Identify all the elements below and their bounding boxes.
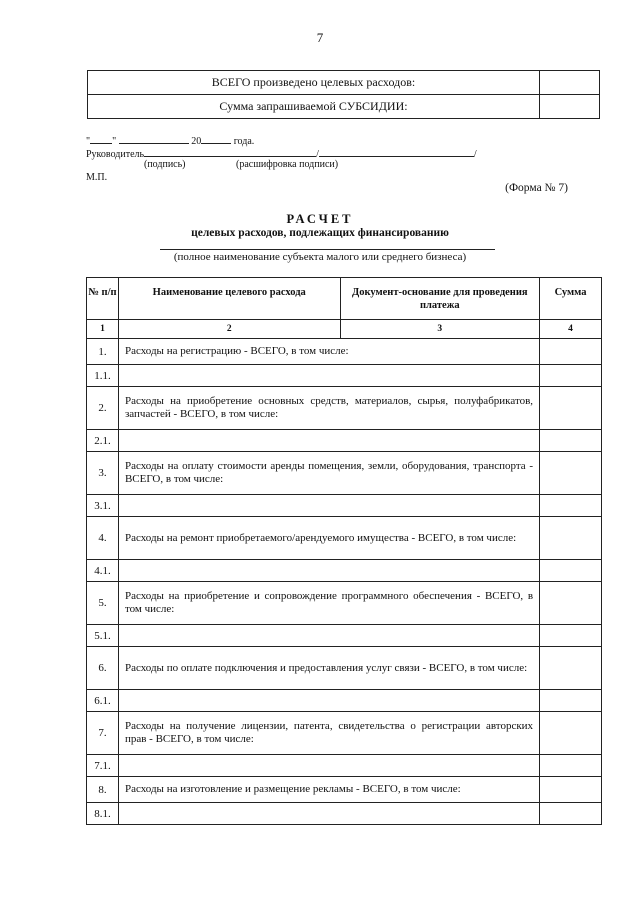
table-row [87,365,602,387]
expense-table [86,277,602,825]
summary-value-subsidy [540,95,600,119]
index-cell-2: 2 [118,320,340,339]
table-header-row [87,278,602,320]
head-signature-blank [144,146,316,157]
table-row [87,430,602,452]
table-body [87,339,602,825]
table-row [87,712,602,755]
table-row [87,625,602,647]
row-amount-cell [540,387,602,430]
page-number: 7 [316,30,324,45]
table-row [87,517,602,560]
summary-label-total: ВСЕГО произведено целевых расходов: [88,71,540,95]
row-expense-text: Расходы на регистрацию - ВСЕГО, в том числе: [118,339,539,365]
date-year-blank [201,133,231,144]
date-day-blank [90,133,112,144]
summary-row-subsidy [88,95,600,119]
summary-row-total [88,71,600,95]
index-cell-1: 1 [87,320,119,339]
table-row [87,690,602,712]
row-amount-cell [540,365,602,387]
table-row [87,339,602,365]
row-expense-text [118,430,539,452]
row-number: 4. [87,517,119,560]
row-amount-cell [540,625,602,647]
table-index-row [87,320,602,339]
row-amount-cell [540,430,602,452]
row-amount-cell [540,582,602,625]
table-row [87,387,602,430]
row-expense-text [118,560,539,582]
header-expense-name: Наименование целевого расхода [118,278,340,320]
row-amount-cell [540,712,602,755]
row-expense-text: Расходы на получение лицензии, патента, свидетельства о регистрации авторских прав - ВСЕГО, в том числе: [118,712,539,755]
row-number: 2.1. [87,430,119,452]
head-label: Руководитель [86,149,145,160]
row-number: 8.1. [87,803,119,825]
row-expense-text [118,803,539,825]
form-number: (Форма № 7) [505,182,568,194]
row-number: 3.1. [87,495,119,517]
row-expense-text: Расходы на приобретение основных средств, материалов, сырья, полуфабрикатов, запчастей - ВСЕГО, в том числе: [118,387,539,430]
table-row [87,560,602,582]
row-expense-text [118,365,539,387]
entity-name-line [160,249,495,250]
entity-name-caption: (полное наименование субъекта малого или среднего бизнеса) [173,251,467,263]
stamp-label: М.П. [86,172,108,183]
row-number: 1.1. [87,365,119,387]
row-expense-text: Расходы на ремонт приобретаемого/арендуемого имущества - ВСЕГО, в том числе: [118,517,539,560]
table-row [87,647,602,690]
row-number: 1. [87,339,119,365]
date-month-blank [119,133,189,144]
row-expense-text [118,690,539,712]
index-cell-3: 3 [340,320,540,339]
table-row [87,495,602,517]
table-row [87,452,602,495]
row-number: 4.1. [87,560,119,582]
document-subtitle: целевых расходов, подлежащих финансированию [191,227,449,239]
row-expense-text [118,495,539,517]
row-expense-text [118,755,539,777]
row-amount-cell [540,495,602,517]
head-slash-2: / [473,149,477,160]
header-amount: Сумма [540,278,602,320]
summary-label-subsidy: Сумма запрашиваемой СУБСИДИИ: [88,95,540,119]
row-number: 5.1. [87,625,119,647]
summary-table [87,70,600,119]
row-amount-cell [540,560,602,582]
row-amount-cell [540,777,602,803]
date-quote-close: " [112,136,117,147]
row-amount-cell [540,803,602,825]
summary-value-total [540,71,600,95]
row-amount-cell [540,452,602,495]
row-expense-text [118,625,539,647]
row-number: 7. [87,712,119,755]
table-row [87,582,602,625]
row-number: 7.1. [87,755,119,777]
row-expense-text: Расходы на изготовление и размещение рекламы - ВСЕГО, в том числе: [118,777,539,803]
row-expense-text: Расходы на приобретение и сопровождение программного обеспечения - ВСЕГО, в том числе: [118,582,539,625]
row-number: 3. [87,452,119,495]
row-expense-text: Расходы на оплату стоимости аренды помещения, земли, оборудования, транспорта - ВСЕГО, в том числе: [118,452,539,495]
row-number: 8. [87,777,119,803]
row-number: 5. [87,582,119,625]
sign-caption: (подпись) [144,159,186,170]
row-number: 6.1. [87,690,119,712]
row-amount-cell [540,755,602,777]
table-row [87,803,602,825]
row-expense-text: Расходы по оплате подключения и предоставления услуг связи - ВСЕГО, в том числе: [118,647,539,690]
row-number: 6. [87,647,119,690]
row-amount-cell [540,690,602,712]
row-number: 2. [87,387,119,430]
index-cell-4: 4 [540,320,602,339]
document-title: РАСЧЕТ [286,212,354,226]
row-amount-cell [540,339,602,365]
header-document-basis: Документ-основание для проведения платежа [340,278,540,320]
head-decode-blank [319,146,474,157]
header-number: № п/п [87,278,119,320]
row-amount-cell [540,647,602,690]
head-slash-1: / [316,149,319,160]
date-quote-open: " [86,136,91,147]
date-year-prefix: 20 [191,136,202,147]
table-row [87,777,602,803]
decode-caption: (расшифровка подписи) [236,159,339,170]
date-year-suffix: года. [233,136,255,147]
row-amount-cell [540,517,602,560]
table-row [87,755,602,777]
